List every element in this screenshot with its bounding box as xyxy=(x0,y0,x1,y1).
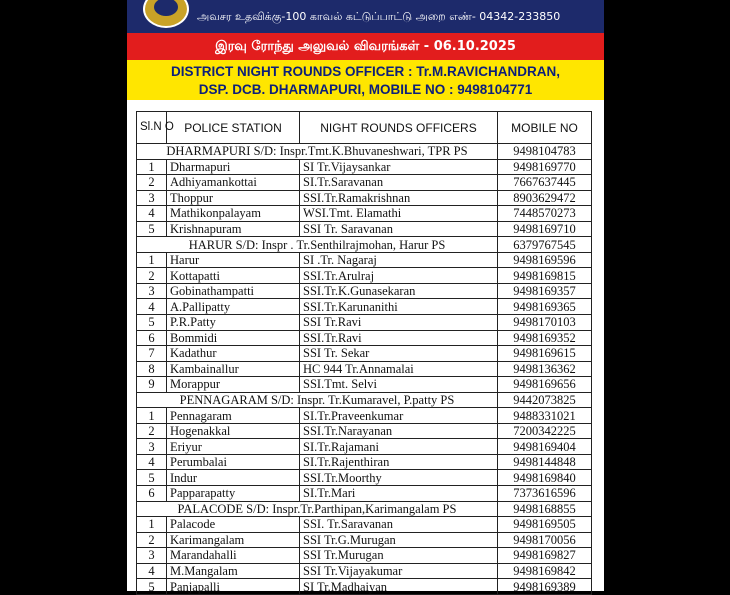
sl-cell: 3 xyxy=(137,548,167,564)
officer-cell: SSI Tr. Sekar xyxy=(300,346,498,362)
subdivision-row xyxy=(137,144,592,160)
station-cell: Adhiyamankottai xyxy=(167,175,300,191)
sl-cell: 8 xyxy=(137,361,167,377)
sl-cell: 2 xyxy=(137,175,167,191)
table-row xyxy=(137,330,592,346)
header-band xyxy=(127,0,604,33)
sl-cell: 4 xyxy=(137,563,167,579)
station-cell: Dharmapuri xyxy=(167,159,300,175)
officer-cell: SSI Tr.Ravi xyxy=(300,315,498,331)
officer-cell: HC 944 Tr.Annamalai xyxy=(300,361,498,377)
mobile-cell: 6379767545 xyxy=(498,237,592,253)
mobile-cell: 9498144848 xyxy=(498,454,592,470)
officer-cell: SSI.Tr.Narayanan xyxy=(300,423,498,439)
mobile-cell: 9498136362 xyxy=(498,361,592,377)
station-cell: Gobinathampatti xyxy=(167,283,300,299)
officer-cell: SSI Tr.Murugan xyxy=(300,548,498,564)
mobile-cell: 9498169505 xyxy=(498,517,592,533)
helpline-text: அவசர உதவிக்கு-100 காவல் கட்டுப்பாட்டு அறை எண்- 04342-233850 xyxy=(197,10,561,23)
sl-cell: 4 xyxy=(137,299,167,315)
table-row xyxy=(137,423,592,439)
subdivision-row xyxy=(137,501,592,517)
sl-cell: 4 xyxy=(137,454,167,470)
column-header-station: POLICE STATION xyxy=(167,112,300,144)
table-body xyxy=(137,144,592,595)
officer-cell: SSI Tr.G.Murugan xyxy=(300,532,498,548)
station-cell: Hogenakkal xyxy=(167,423,300,439)
sl-cell: 2 xyxy=(137,268,167,284)
mobile-cell: 9498169710 xyxy=(498,221,592,237)
mobile-cell: 9498170056 xyxy=(498,532,592,548)
table-row xyxy=(137,206,592,222)
sl-cell: 5 xyxy=(137,221,167,237)
station-cell: Indur xyxy=(167,470,300,486)
sl-cell: 1 xyxy=(137,252,167,268)
page-title: இரவு ரோந்து அலுவல் விவரங்கள் - 06.10.2025 xyxy=(127,33,604,60)
officer-cell: WSI.Tmt. Elamathi xyxy=(300,206,498,222)
sl-cell: 2 xyxy=(137,423,167,439)
mobile-cell: 9498169615 xyxy=(498,346,592,362)
mobile-cell: 9498169357 xyxy=(498,283,592,299)
station-cell: Thoppur xyxy=(167,190,300,206)
station-cell: Bommidi xyxy=(167,330,300,346)
sl-cell: 1 xyxy=(137,159,167,175)
table-row xyxy=(137,361,592,377)
mobile-cell: 9498169815 xyxy=(498,268,592,284)
mobile-cell: 9498169770 xyxy=(498,159,592,175)
station-cell: Morappur xyxy=(167,377,300,393)
table-row xyxy=(137,377,592,393)
sl-cell: 1 xyxy=(137,408,167,424)
officer-cell: SSI Tr.Vijayakumar xyxy=(300,563,498,579)
mobile-cell: 7200342225 xyxy=(498,423,592,439)
officer-cell: SI Tr.Vijaysankar xyxy=(300,159,498,175)
officer-cell: SI.Tr.Praveenkumar xyxy=(300,408,498,424)
station-cell: Mathikonpalayam xyxy=(167,206,300,222)
station-cell: Krishnapuram xyxy=(167,221,300,237)
officer-cell: SI.Tr.Saravanan xyxy=(300,175,498,191)
table-row xyxy=(137,252,592,268)
document-image xyxy=(127,0,604,594)
mobile-cell: 9442073825 xyxy=(498,392,592,408)
officer-cell: SI.Tr.Rajenthiran xyxy=(300,454,498,470)
district-officer-banner xyxy=(127,60,604,100)
sl-cell: 2 xyxy=(137,532,167,548)
officer-line-2: DSP. DCB. DHARMAPURI, MOBILE NO : 9498104771 xyxy=(198,82,533,97)
mobile-cell: 7667637445 xyxy=(498,175,592,191)
subdivision-row xyxy=(137,392,592,408)
table-row xyxy=(137,315,592,331)
table-header-row xyxy=(137,112,592,144)
station-cell: Harur xyxy=(167,252,300,268)
mobile-cell: 9498168855 xyxy=(498,501,592,517)
station-cell: Kadathur xyxy=(167,346,300,362)
mobile-cell: 9498169404 xyxy=(498,439,592,455)
officer-cell: SSI.Tr.K.Gunasekaran xyxy=(300,283,498,299)
station-cell: Karimangalam xyxy=(167,532,300,548)
table-row xyxy=(137,517,592,533)
station-cell: A.Pallipatty xyxy=(167,299,300,315)
sl-cell: 4 xyxy=(137,206,167,222)
officer-cell: SSI.Tmt. Selvi xyxy=(300,377,498,393)
mobile-cell: 9498170103 xyxy=(498,315,592,331)
station-cell: Panjapalli xyxy=(167,579,300,595)
table-row xyxy=(137,190,592,206)
table-row xyxy=(137,299,592,315)
sl-cell: 5 xyxy=(137,470,167,486)
officer-cell: SSI.Tr.Arulraj xyxy=(300,268,498,284)
sl-cell: 3 xyxy=(137,283,167,299)
sl-cell: 5 xyxy=(137,315,167,331)
subdivision-label: PALACODE S/D: Inspr.Tr.Parthipan,Karimangalam PS xyxy=(137,501,498,517)
table-row xyxy=(137,470,592,486)
officer-cell: SI Tr.Madhaiyan xyxy=(300,579,498,595)
subdivision-label: DHARMAPURI S/D: Inspr.Tmt.K.Bhuvaneshwari, TPR PS xyxy=(137,144,498,160)
mobile-cell: 9498169352 xyxy=(498,330,592,346)
table-row xyxy=(137,439,592,455)
table-row xyxy=(137,563,592,579)
mobile-cell: 9498169827 xyxy=(498,548,592,564)
sl-cell: 6 xyxy=(137,330,167,346)
station-cell: Eriyur xyxy=(167,439,300,455)
sl-cell: 6 xyxy=(137,486,167,502)
sl-cell: 7 xyxy=(137,346,167,362)
table-row xyxy=(137,268,592,284)
subdivision-label: PENNAGARAM S/D: Inspr. Tr.Kumaravel, P.patty PS xyxy=(137,392,498,408)
table-row xyxy=(137,346,592,362)
station-cell: M.Mangalam xyxy=(167,563,300,579)
station-cell: P.R.Patty xyxy=(167,315,300,331)
officer-cell: SI.Tr.Rajamani xyxy=(300,439,498,455)
officer-cell: SSI.Tr.Karunanithi xyxy=(300,299,498,315)
station-cell: Pennagaram xyxy=(167,408,300,424)
table-row xyxy=(137,454,592,470)
officer-line-1: DISTRICT NIGHT ROUNDS OFFICER : Tr.M.RAVICHANDRAN, xyxy=(171,64,560,79)
officer-cell: SI .Tr. Nagaraj xyxy=(300,252,498,268)
mobile-cell: 9498169596 xyxy=(498,252,592,268)
column-header-officers: NIGHT ROUNDS OFFICERS xyxy=(300,112,498,144)
mobile-cell: 9498169840 xyxy=(498,470,592,486)
mobile-cell: 9498169365 xyxy=(498,299,592,315)
mobile-cell: 9498169842 xyxy=(498,563,592,579)
sl-cell: 5 xyxy=(137,579,167,595)
table-row xyxy=(137,159,592,175)
mobile-cell: 7373616596 xyxy=(498,486,592,502)
sl-cell: 3 xyxy=(137,190,167,206)
mobile-cell: 9498104783 xyxy=(498,144,592,160)
subdivision-label: HARUR S/D: Inspr . Tr.Senthilrajmohan, Harur PS xyxy=(137,237,498,253)
table-row xyxy=(137,221,592,237)
station-cell: Palacode xyxy=(167,517,300,533)
sl-cell: 9 xyxy=(137,377,167,393)
sl-cell: 3 xyxy=(137,439,167,455)
mobile-cell: 9488331021 xyxy=(498,408,592,424)
table-row xyxy=(137,175,592,191)
night-rounds-table xyxy=(136,111,592,595)
table-row xyxy=(137,408,592,424)
police-emblem-icon xyxy=(143,0,189,28)
column-header-mobile: MOBILE NO xyxy=(498,112,592,144)
table-row xyxy=(137,532,592,548)
subdivision-row xyxy=(137,237,592,253)
station-cell: Kambainallur xyxy=(167,361,300,377)
station-cell: Perumbalai xyxy=(167,454,300,470)
mobile-cell: 9498169656 xyxy=(498,377,592,393)
mobile-cell: 8903629472 xyxy=(498,190,592,206)
column-header-sl: Sl.N O xyxy=(137,112,167,144)
station-cell: Kottapatti xyxy=(167,268,300,284)
station-cell: Marandahalli xyxy=(167,548,300,564)
mobile-cell: 9498169389 xyxy=(498,579,592,595)
table-row xyxy=(137,548,592,564)
officer-cell: SSI.Tr.Moorthy xyxy=(300,470,498,486)
officer-cell: SSI. Tr.Saravanan xyxy=(300,517,498,533)
officer-cell: SI.Tr.Mari xyxy=(300,486,498,502)
station-cell: Papparapatty xyxy=(167,486,300,502)
officer-cell: SSI.Tr.Ravi xyxy=(300,330,498,346)
table-row xyxy=(137,283,592,299)
table-row xyxy=(137,486,592,502)
officer-cell: SSI.Tr.Ramakrishnan xyxy=(300,190,498,206)
table-row xyxy=(137,579,592,595)
officer-cell: SSI Tr. Saravanan xyxy=(300,221,498,237)
sl-cell: 1 xyxy=(137,517,167,533)
mobile-cell: 7448570273 xyxy=(498,206,592,222)
